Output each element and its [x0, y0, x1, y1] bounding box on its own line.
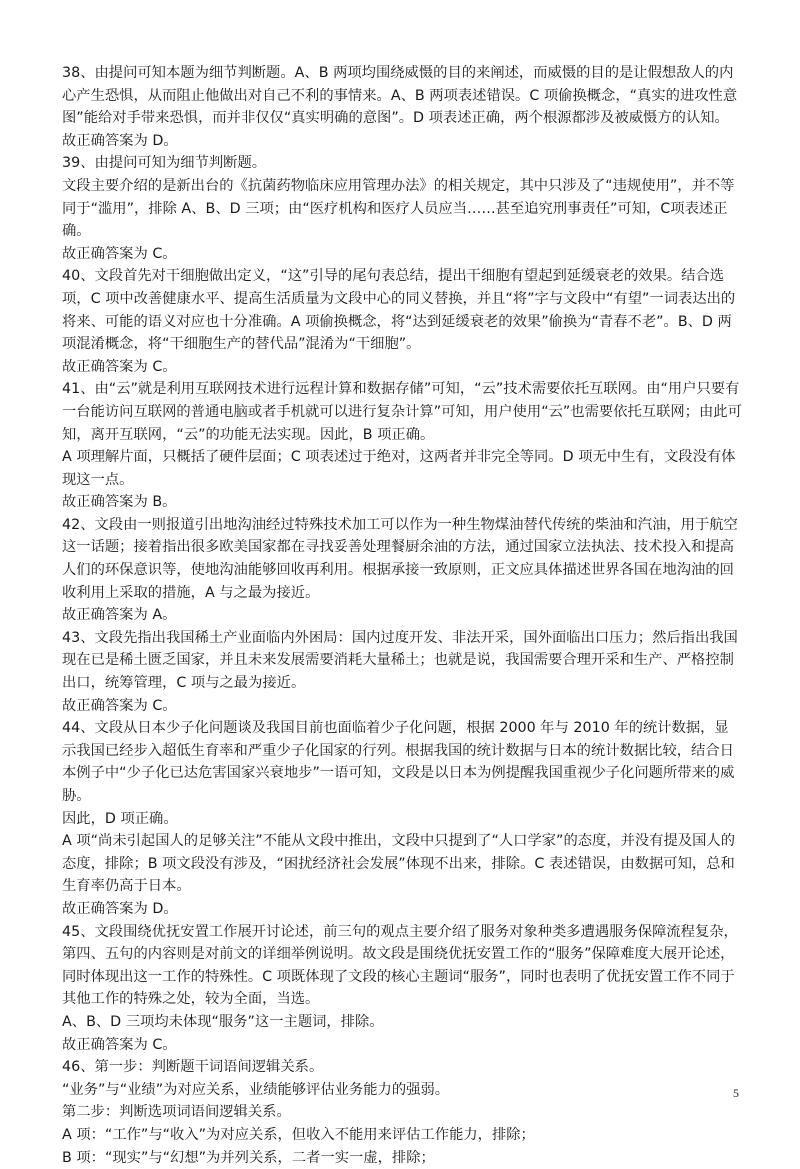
paragraph: 故正确答案为 C。: [62, 356, 742, 379]
paragraph: 故正确答案为 B。: [62, 491, 742, 514]
paragraph: 43、文段先指出我国稀土产业面临内外困局：国内过度开发、非法开采，国外面临出口压力；然后指出我国现在已是稀土匮乏国家，并且未来发展需要消耗大量稀土；也就是说，我国需要合理开采和生产、严格控制出口，统筹管理，C 项与之最为接近。: [62, 627, 742, 695]
paragraph: 故正确答案为 C。: [62, 243, 742, 266]
paragraph: 44、文段从日本少子化问题谈及我国目前也面临着少子化问题，根据 2000 年与 2010 年的统计数据，显示我国已经步入超低生育率和严重少子化国家的行列。根据我国的统计数据与日本的统计数据比较，结合日本例子中“少子化已达危害国家兴衰地步”一语可知，文段是以日本为例提醒我国重视少子化问题所带来的威胁。: [62, 717, 742, 807]
paragraph: A、B、D 三项均未体现“服务”这一主题词，排除。: [62, 1011, 742, 1034]
paragraph: 因此，D 项正确。: [62, 808, 742, 831]
paragraph: A 项理解片面，只概括了硬件层面；C 项表述过于绝对，这两者并非完全等同。D 项无中生有，文段没有体现这一点。: [62, 446, 742, 491]
paragraph: 故正确答案为 D。: [62, 898, 742, 921]
paragraph: A 项：“工作”与“收入”为对应关系，但收入不能用来评估工作能力，排除；: [62, 1124, 742, 1147]
paragraph: “业务”与“业绩”为对应关系，业绩能够评估业务能力的强弱。: [62, 1079, 742, 1102]
paragraph: 故正确答案为 D。: [62, 130, 742, 153]
document-body: [62, 62, 742, 1169]
paragraph: 38、由提问可知本题为细节判断题。A、B 两项均围绕威慑的目的来阐述，而威慑的目的是让假想敌人的内心产生恐惧，从而阻止他做出对自己不利的事情来。A、B 两项表述错误。C 项偷换概念，“真实的进攻性意图”能给对手带来恐惧，而并非仅仅“真实明确的意图”。D 项表述正确，两个根源都涉及被威慑方的认知。: [62, 62, 742, 130]
paragraph: 故正确答案为 C。: [62, 695, 742, 718]
paragraph: 文段主要介绍的是新出台的《抗菌药物临床应用管理办法》的相关规定，其中只涉及了“违规使用”，并不等同于“滥用”，排除 A、B、D 三项；由“医疗机构和医疗人员应当……甚至追究刑事责任”可知，C项表述正确。: [62, 175, 742, 243]
paragraph: 46、第一步：判断题干词语间逻辑关系。: [62, 1056, 742, 1079]
paragraph: 故正确答案为 C。: [62, 1034, 742, 1057]
paragraph: 45、文段围绕优抚安置工作展开讨论述，前三句的观点主要介绍了服务对象种类多遭遇服务保障流程复杂，第四、五句的内容则是对前文的详细举例说明。故文段是围绕优抚安置工作的“服务”保障难度大展开论述，同时体现出这一工作的特殊性。C 项既体现了文段的核心主题词“服务”，同时也表明了优抚安置工作不同于其他工作的特殊之处，较为全面，当选。: [62, 921, 742, 1011]
paragraph: 39、由提问可知为细节判断题。: [62, 152, 742, 175]
paragraph: 42、文段由一则报道引出地沟油经过特殊技术加工可以作为一种生物煤油替代传统的柴油和汽油，用于航空这一话题；接着指出很多欧美国家都在寻找妥善处理餐厨余油的方法，通过国家立法执法、技术投入和提高人们的环保意识等，使地沟油能够回收再利用。根据承接一致原则，正文应具体描述世界各国在地沟油的回收利用上采取的措施，A 与之最为接近。: [62, 514, 742, 604]
paragraph: A 项“尚未引起国人的足够关注”不能从文段中推出，文段中只提到了“人口学家”的态度，并没有提及国人的态度，排除；B 项文段没有涉及，“困扰经济社会发展”体现不出来，排除。C 表述错误，由数据可知，总和生育率仍高于日本。: [62, 830, 742, 898]
paragraph: 41、由“云”就是利用互联网技术进行远程计算和数据存储”可知，“云”技术需要依托互联网。由“用户只要有一台能访问互联网的普通电脑或者手机就可以进行复杂计算”可知，用户使用“云”也需要依托互联网；由此可知，离开互联网，“云”的功能无法实现。因此，B 项正确。: [62, 378, 742, 446]
paragraph: 第二步：判断选项词语间逻辑关系。: [62, 1101, 742, 1124]
paragraph: B 项：“现实”与“幻想”为并列关系，二者一实一虚，排除；: [62, 1147, 742, 1169]
page-number: 5: [733, 1086, 739, 1101]
paragraph: 故正确答案为 A。: [62, 604, 742, 627]
paragraph: 40、文段首先对干细胞做出定义，“这”引导的尾句表总结，提出干细胞有望起到延缓衰老的效果。结合选项，C 项中改善健康水平、提高生活质量为文段中心的同义替换，并且“将”字与文段中“有望”一词表达出的将来、可能的语义对应也十分准确。A 项偷换概念，将“达到延缓衰老的效果”偷换为“青春不老”。B、D 两项混淆概念，将“干细胞生产的替代品”混淆为“干细胞”。: [62, 265, 742, 355]
